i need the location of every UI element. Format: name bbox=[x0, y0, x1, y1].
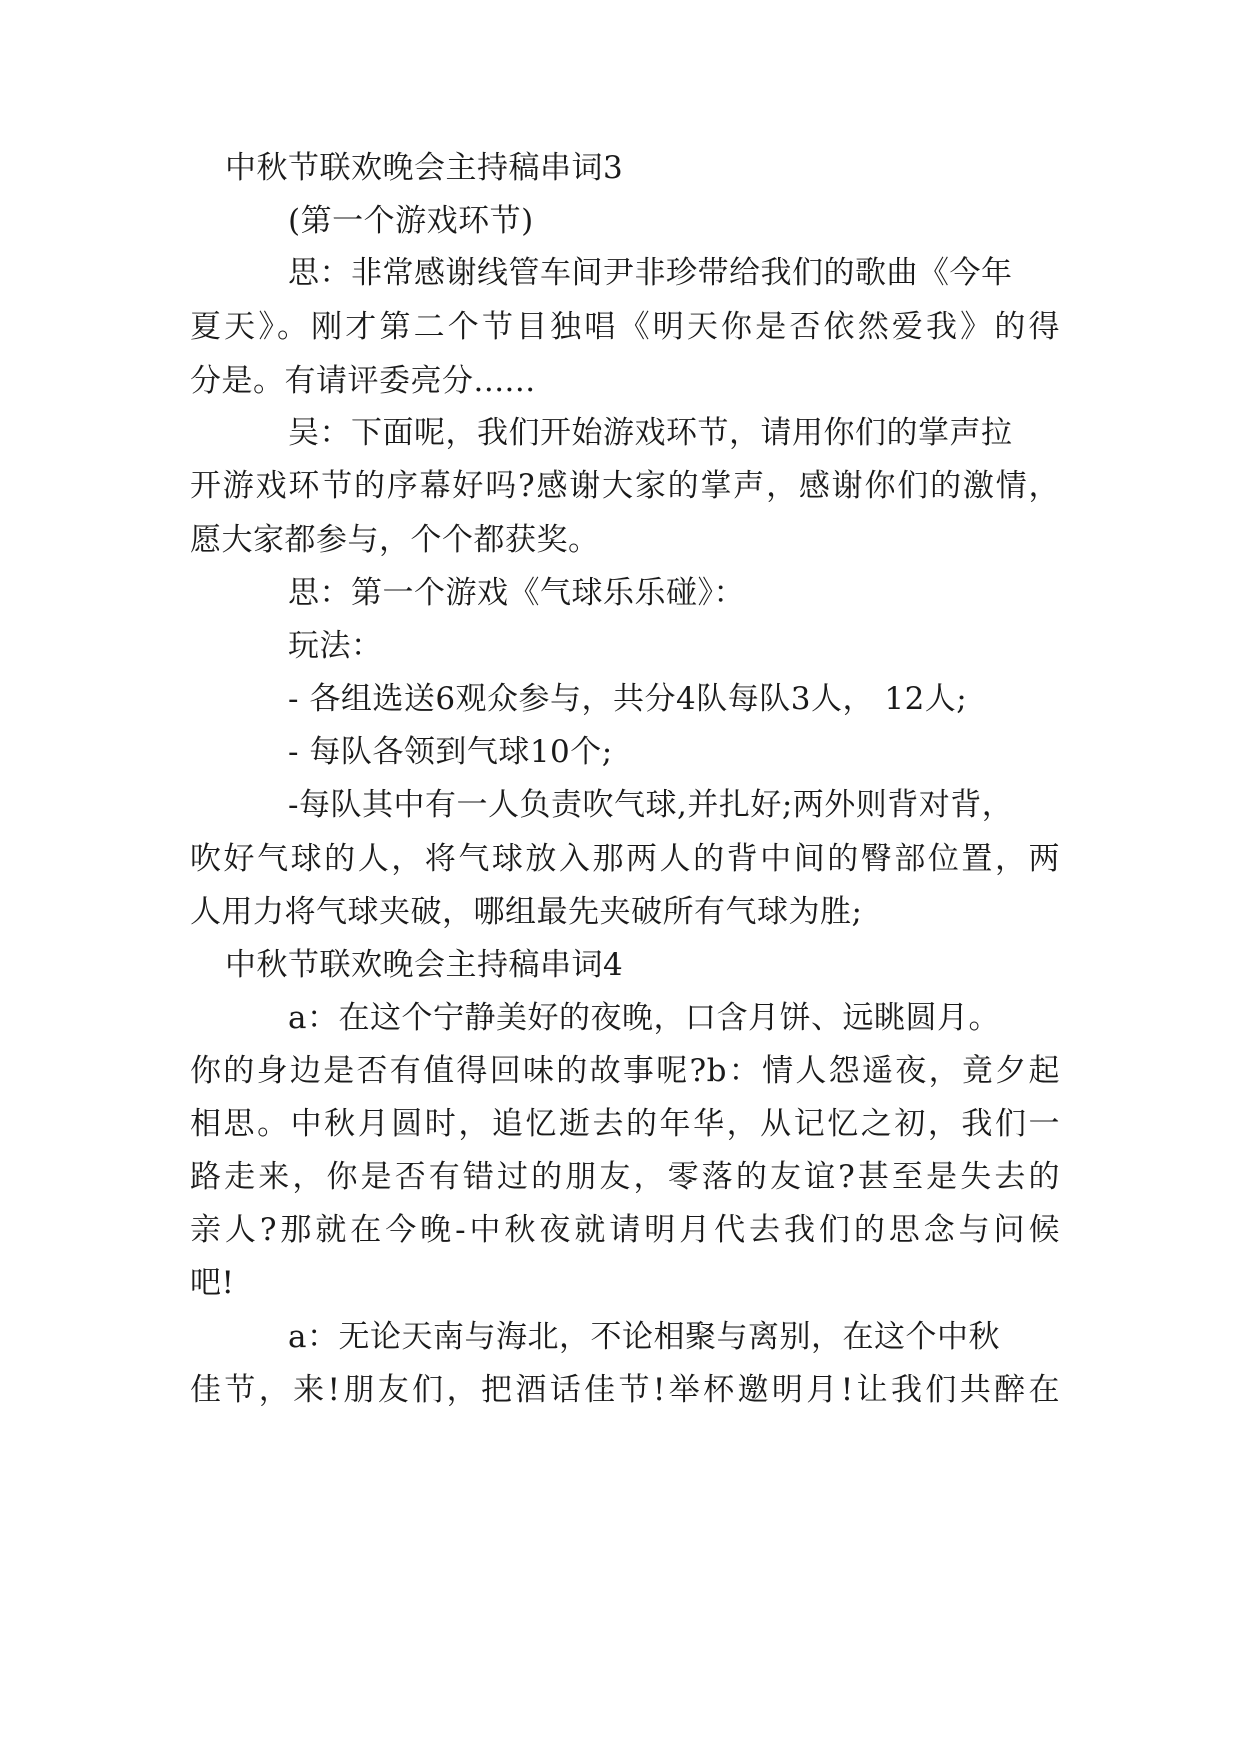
paragraph-line: 人用力将气球夹破，哪组最先夹破所有气球为胜; bbox=[190, 894, 863, 930]
paragraph-line: 亲人?那就在今晚-中秋夜就请明月代去我们的思念与问候 bbox=[190, 1212, 1060, 1248]
paragraph-line: 夏天》。刚才第二个节目独唱《明天你是否依然爱我》的得 bbox=[190, 309, 1060, 345]
paragraph-line: 开游戏环节的序幕好吗?感谢大家的掌声，感谢你们的激情， bbox=[190, 468, 1060, 504]
list-item: - 每队各领到气球10个; bbox=[288, 734, 613, 770]
paragraph-line: 相思。中秋月圆时，追忆逝去的年华，从记忆之初，我们一 bbox=[190, 1106, 1060, 1142]
section-heading-4: 中秋节联欢晚会主持稿串词4 bbox=[225, 947, 624, 983]
list-item: - 各组选送6观众参与，共分4队每队3人， 12人; bbox=[288, 681, 968, 717]
paragraph-line: 愿大家都参与，个个都获奖。 bbox=[190, 522, 600, 558]
section-heading-3: 中秋节联欢晚会主持稿串词3 bbox=[225, 150, 624, 186]
paragraph-line: 你的身边是否有值得回味的故事呢?b：情人怨遥夜，竟夕起 bbox=[190, 1053, 1060, 1089]
paragraph-line: 思：第一个游戏《气球乐乐碰》： bbox=[288, 575, 745, 611]
game-section-label: (第一个游戏环节) bbox=[288, 203, 534, 239]
paragraph-line: 吧! bbox=[190, 1265, 235, 1301]
paragraph-line: 路走来，你是否有错过的朋友，零落的友谊?甚至是失去的 bbox=[190, 1159, 1060, 1195]
paragraph-line: 玩法： bbox=[288, 628, 383, 664]
paragraph-line: a：无论天南与海北，不论相聚与离别，在这个中秋 bbox=[288, 1319, 1000, 1355]
paragraph-line: -每队其中有一人负责吹气球,并扎好;两外则背对背， bbox=[288, 787, 1014, 823]
paragraph-line: 佳节，来!朋友们，把酒话佳节!举杯邀明月!让我们共醉在 bbox=[190, 1372, 1060, 1408]
paragraph-line: 吹好气球的人，将气球放入那两人的背中间的臀部位置，两 bbox=[190, 841, 1060, 877]
paragraph-line: a：在这个宁静美好的夜晚，口含月饼、远眺圆月。 bbox=[288, 1000, 1000, 1036]
paragraph-line: 吴：下面呢，我们开始游戏环节，请用你们的掌声拉 bbox=[288, 415, 1013, 451]
paragraph-line: 思：非常感谢线管车间尹非珍带给我们的歌曲《今年 bbox=[288, 255, 1013, 291]
paragraph-line: 分是。有请评委亮分...... bbox=[190, 363, 536, 399]
